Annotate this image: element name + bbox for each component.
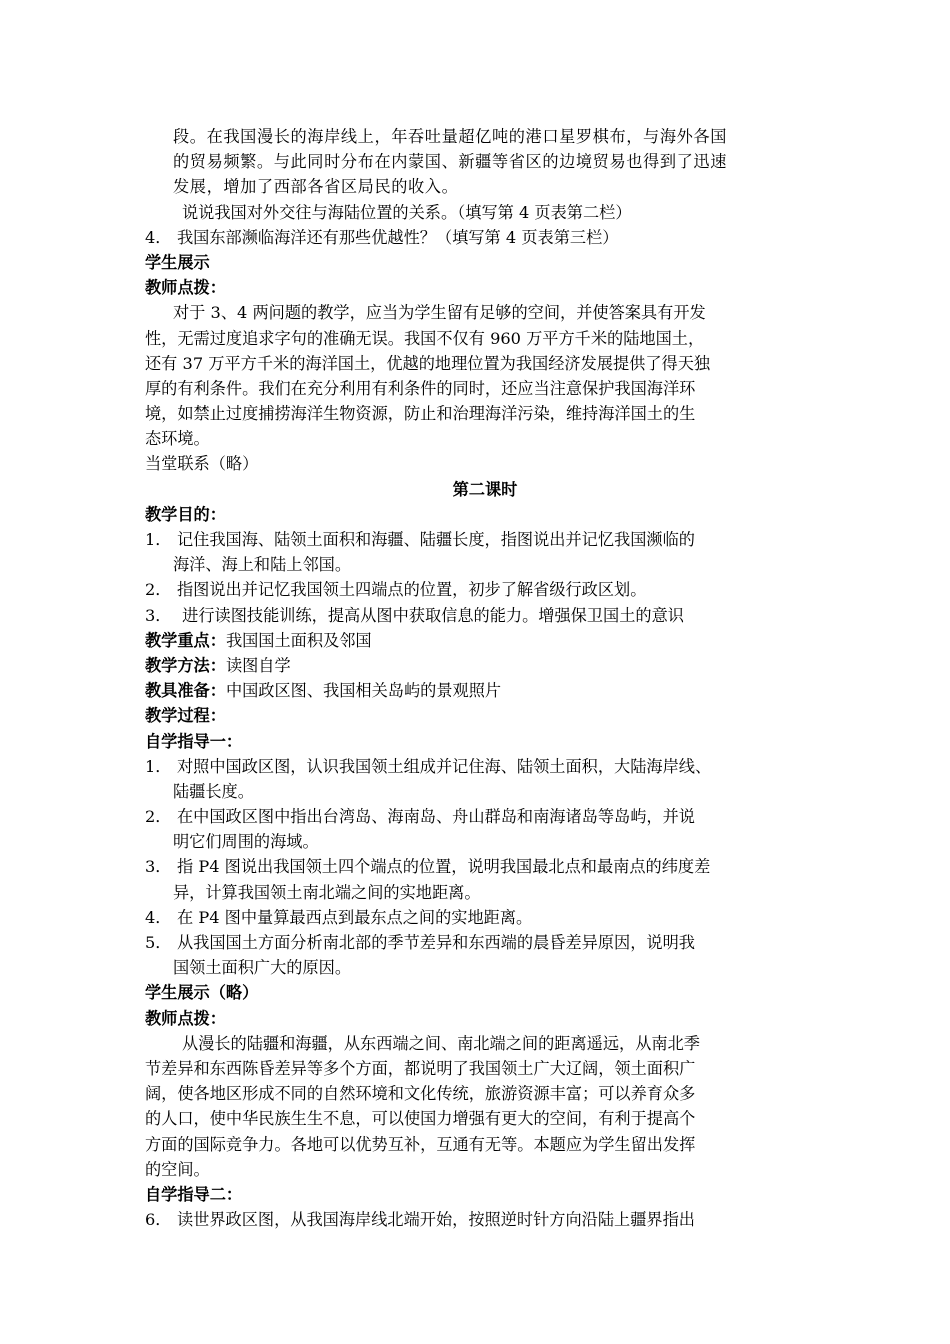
tip1-line: 厚的有利条件。我们在充分利用有利条件的同时，还应当注意保护我国海洋环 bbox=[145, 378, 696, 398]
guide1-item bbox=[145, 905, 825, 930]
tip2-line: 方面的国际竞争力。各地可以优势互补，互通有无等。本题应为学生留出发挥 bbox=[145, 1134, 696, 1154]
tip2-line: 从漫长的陆疆和海疆，从东西端之间、南北端之间的距离遥远，从南北季 bbox=[182, 1033, 700, 1053]
tip2-line: 节差异和东西陈昏差异等多个方面，都说明了我国领土广大辽阔，领土面积广 bbox=[145, 1058, 696, 1078]
student-show-heading: 学生展示 bbox=[145, 252, 210, 272]
goal-number: 1． bbox=[145, 530, 172, 549]
question-text: 我国东部濒临海洋还有那些优越性？（填写第 4 页表第三栏） bbox=[177, 227, 619, 247]
teacher-tip2-heading: 教师点拨： bbox=[145, 1008, 226, 1028]
q3-note: 说说我国对外交往与海陆位置的关系。（填写第 4 页表第二栏） bbox=[182, 202, 632, 222]
guide2-heading: 自学指导二： bbox=[145, 1184, 243, 1204]
item-number: 3． bbox=[145, 857, 172, 877]
item-number: 2． bbox=[145, 807, 172, 827]
tools-value: 中国政区图、我国相关岛屿的景观照片 bbox=[225, 681, 502, 701]
tip2-line: 阔，使各地区形成不同的自然环境和文化传统，旅游资源丰富；可以养育众多 bbox=[145, 1084, 696, 1104]
item-text: 在中国政区图中指出台湾岛、海南岛、舟山群岛和南海诸岛等岛屿，并说 bbox=[177, 807, 695, 827]
goal-item bbox=[145, 527, 825, 552]
teacher-tip-heading: 教师点拨： bbox=[145, 278, 226, 298]
intro-line: 段。在我国漫长的海岸线上，年吞吐量超亿吨的港口星罗棋布，与海外各国 bbox=[173, 127, 727, 146]
item-number: 5． bbox=[145, 933, 172, 952]
tip2-line: 的人口，使中华民族生生不息，可以使国力增强有更大的空间，有利于提高个 bbox=[145, 1109, 696, 1129]
tip2-line: 的空间。 bbox=[145, 1159, 210, 1179]
goal-text: 指图说出并记忆我国领土四端点的位置，初步了解省级行政区划。 bbox=[177, 580, 647, 600]
goal-number: 2． bbox=[145, 580, 172, 600]
intro-line: 发展，增加了西部各省区局民的收入。 bbox=[173, 177, 459, 197]
tip1-line: 性，无需过度追求字句的准确无误。我国不仅有 960 万平方千米的陆地国土， bbox=[145, 328, 705, 348]
guide1-item-cont: 异，计算我国领土南北端之间的实地距离。 bbox=[173, 882, 481, 902]
method-value: 读图自学 bbox=[225, 655, 291, 675]
question-4 bbox=[145, 225, 825, 250]
item-number: 1． bbox=[145, 756, 172, 776]
item-text: 指 P4 图说出我国领土四个端点的位置，说明我国最北点和最南点的纬度差 bbox=[177, 857, 711, 877]
question-text: 读世界政区图，从我国海岸线北端开始，按照逆时针方向沿陆上疆界指出 bbox=[177, 1210, 695, 1230]
goal-number: 3． bbox=[145, 605, 172, 625]
teaching-method bbox=[145, 653, 825, 678]
guide1-item bbox=[145, 754, 825, 779]
tip1-line: 还有 37 万平方千米的海洋国土，优越的地理位置为我国经济发展提供了得天独 bbox=[145, 353, 711, 373]
tip1-line: 境，如禁止过度捕捞海洋生物资源，防止和治理海洋污染，维持海洋国土的生 bbox=[145, 404, 696, 424]
guide1-item bbox=[145, 930, 825, 955]
question-number: 6． bbox=[145, 1210, 172, 1230]
item-number: 4． bbox=[145, 907, 172, 927]
guide1-item-cont: 陆疆长度。 bbox=[173, 781, 254, 801]
guide1-heading: 自学指导一： bbox=[145, 731, 243, 751]
goal-item bbox=[145, 603, 825, 628]
document-page bbox=[145, 124, 825, 1232]
guide1-item bbox=[145, 854, 825, 879]
key-label: 教学重点： bbox=[145, 630, 226, 650]
tip1-line: 对于 3、4 两问题的教学，应当为学生留有足够的空间，并使答案具有开发 bbox=[173, 303, 706, 323]
guide1-item-cont: 国领土面积广大的原因。 bbox=[173, 958, 352, 978]
teaching-tools bbox=[145, 678, 825, 703]
goal-item-cont: 海洋、海上和陆上邻国。 bbox=[173, 555, 352, 575]
question-6 bbox=[145, 1207, 825, 1232]
key-point bbox=[145, 628, 825, 653]
student-show2-heading: 学生展示（略） bbox=[145, 983, 259, 1003]
goal-text: 记住我国海、陆领土面积和海疆、陆疆长度，指图说出并记忆我国濒临的 bbox=[177, 530, 695, 549]
goal-text: 进行读图技能训练，提高从图中获取信息的能力。增强保卫国土的意识 bbox=[177, 605, 684, 625]
method-label: 教学方法： bbox=[145, 655, 226, 675]
lesson2-title: 第二课时 bbox=[452, 479, 518, 499]
question-number: 4． bbox=[145, 227, 172, 247]
process-heading: 教学过程： bbox=[145, 706, 226, 726]
goal-item bbox=[145, 577, 825, 602]
item-text: 从我国国土方面分析南北部的季节差异和东西端的晨昏差异原因，说明我 bbox=[177, 933, 695, 952]
intro-line: 的贸易频繁。与此同时分布在内蒙国、新疆等省区的边境贸易也得到了迅速 bbox=[173, 152, 727, 172]
tip1-line: 态环境。 bbox=[145, 429, 210, 449]
practice-note: 当堂联系（略） bbox=[145, 454, 259, 474]
tools-label: 教具准备： bbox=[145, 681, 226, 701]
item-text: 在 P4 图中量算最西点到最东点之间的实地距离。 bbox=[177, 907, 533, 927]
goals-heading: 教学目的： bbox=[145, 504, 226, 524]
key-value: 我国国土面积及邻国 bbox=[225, 630, 372, 650]
guide1-item-cont: 明它们周围的海域。 bbox=[173, 832, 319, 852]
item-text: 对照中国政区图，认识我国领土组成并记住海、陆领土面积，大陆海岸线、 bbox=[177, 756, 712, 776]
guide1-item bbox=[145, 804, 825, 829]
